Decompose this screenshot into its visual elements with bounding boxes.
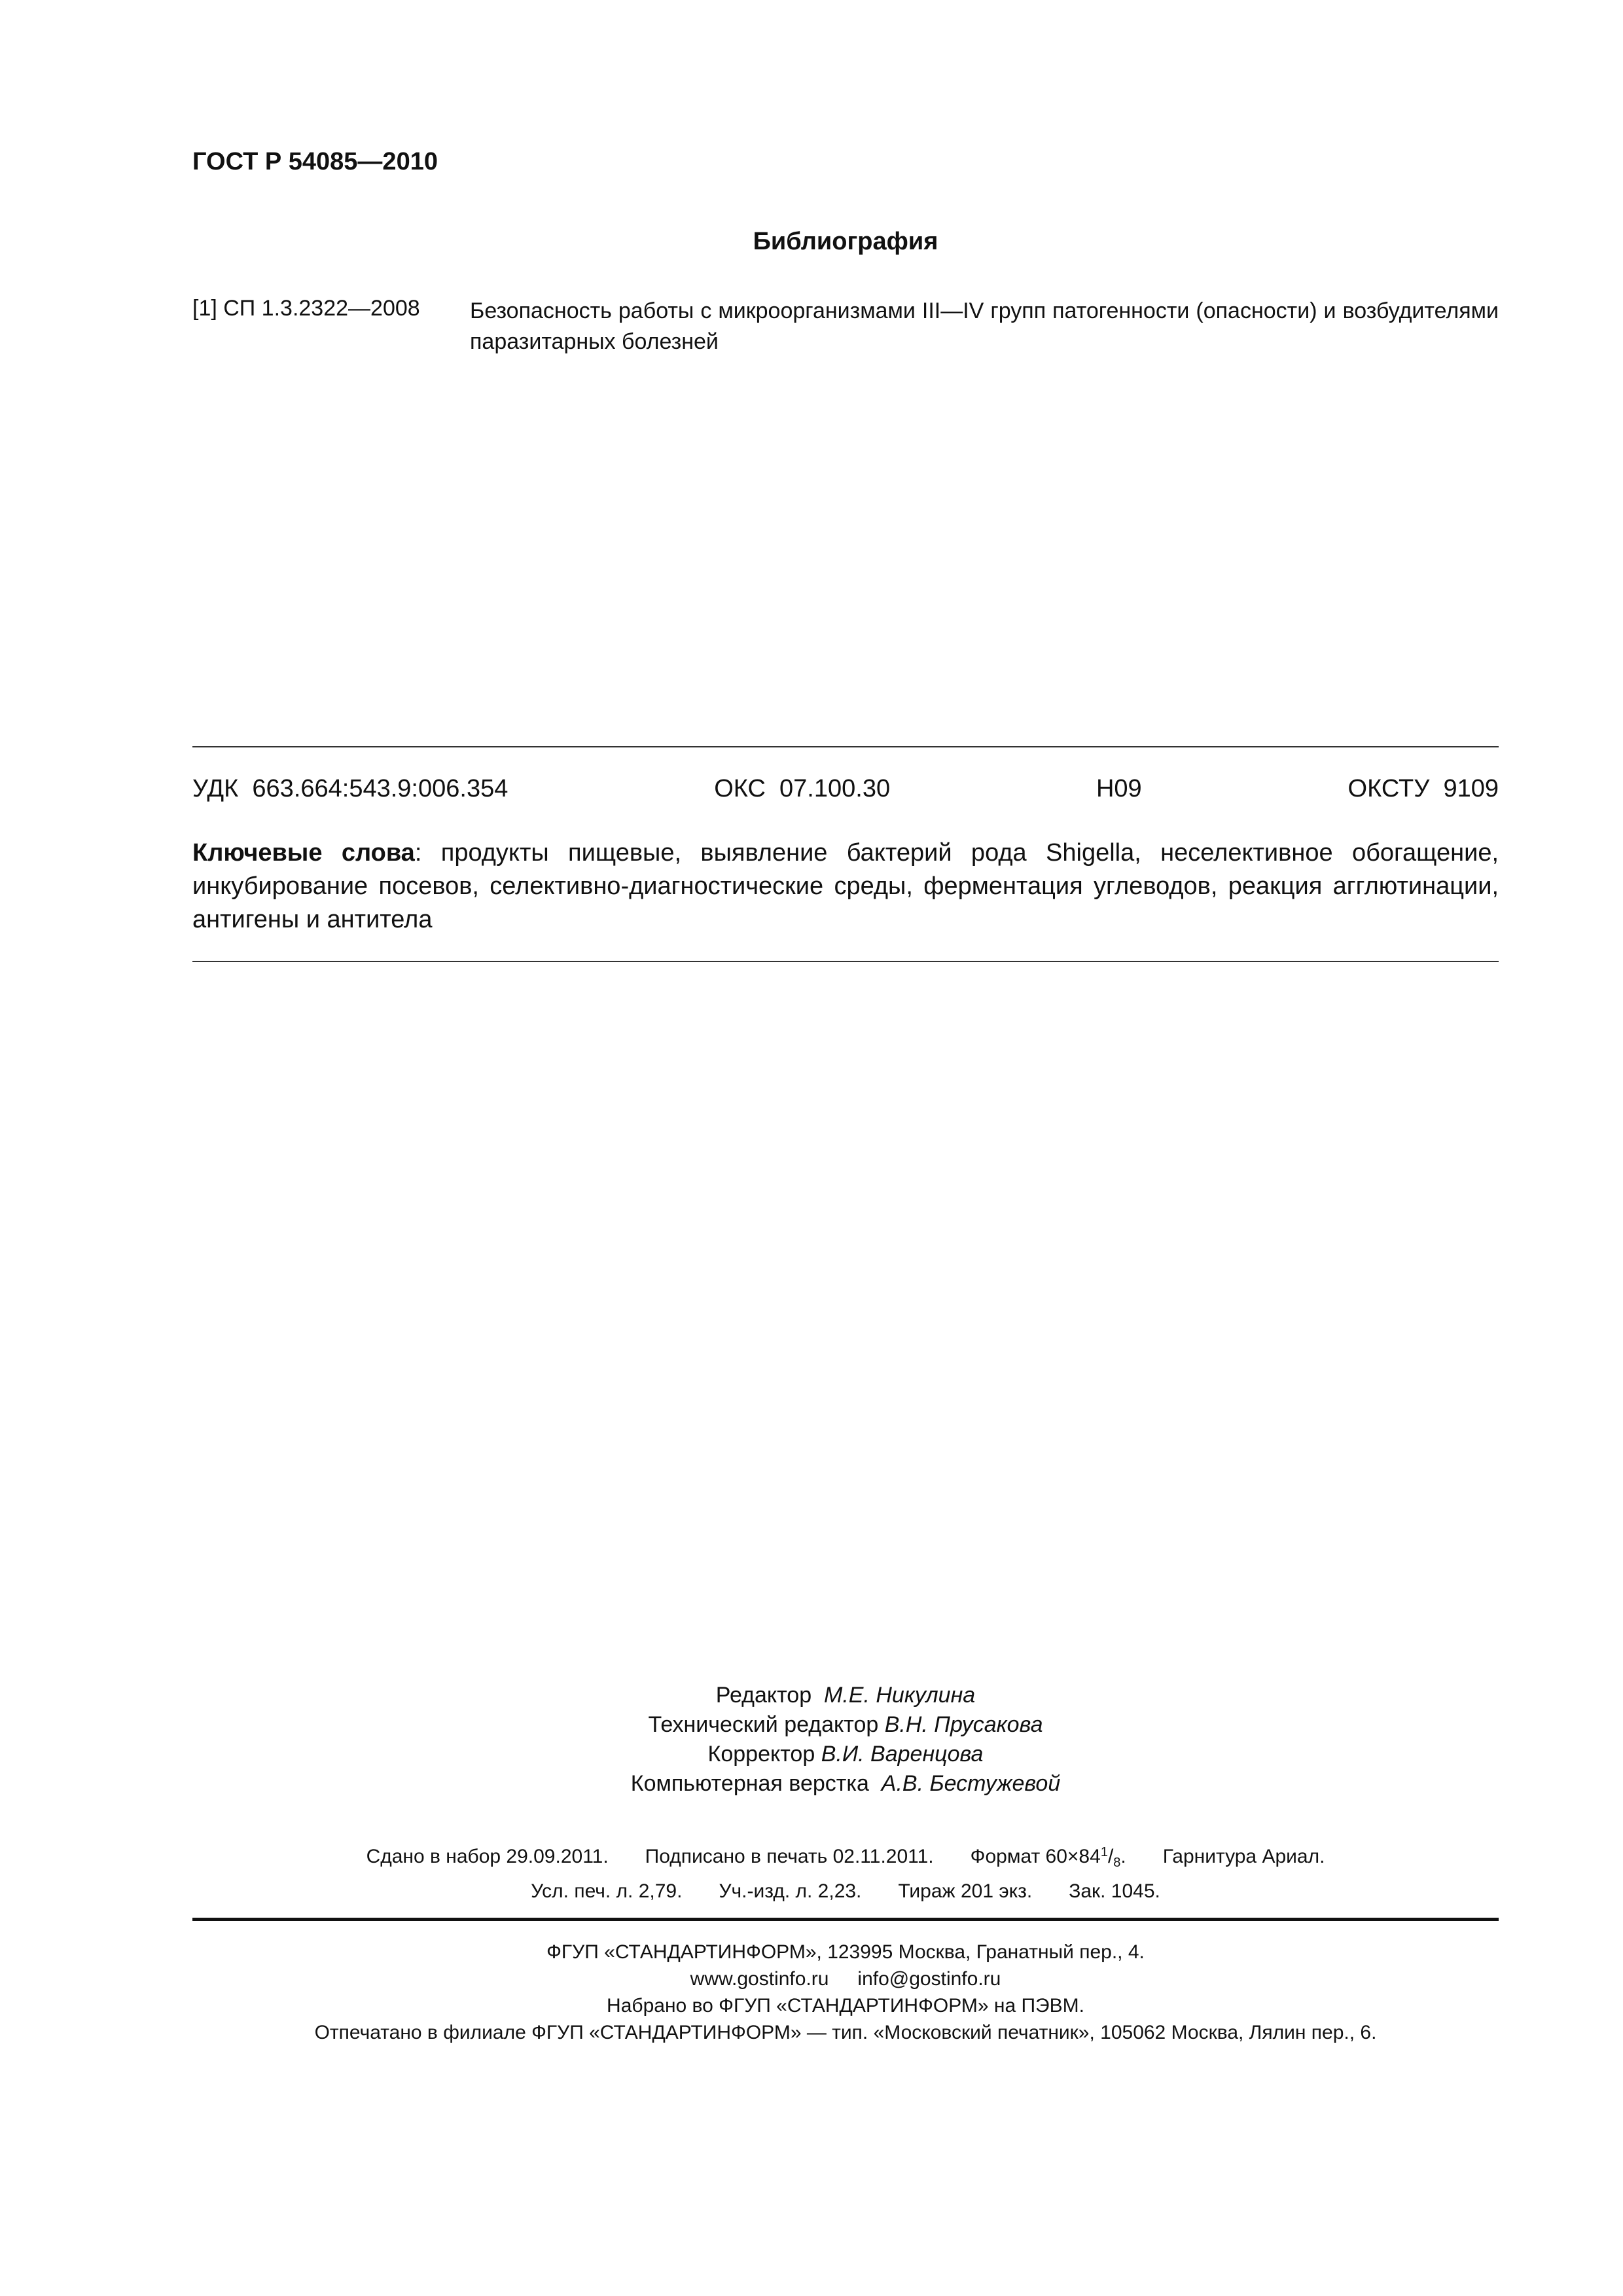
circulation: Тираж 201 экз. xyxy=(898,1880,1033,1902)
credit-person: В.Н. Прусакова xyxy=(884,1712,1043,1737)
publisher-block xyxy=(192,1939,1499,2046)
document-code: ГОСТ Р 54085—2010 xyxy=(192,148,438,175)
okstu-code: ОКСТУ 9109 xyxy=(1347,775,1499,802)
submitted-date: Сдано в набор 29.09.2011. xyxy=(366,1846,609,1867)
keywords-paragraph xyxy=(192,836,1499,937)
credit-role: Компьютерная верстка xyxy=(630,1771,869,1796)
divider-bottom xyxy=(192,961,1499,962)
credit-line xyxy=(192,1769,1499,1799)
credit-role: Корректор xyxy=(707,1742,815,1767)
credit-line xyxy=(192,1710,1499,1740)
publisher-contacts xyxy=(192,1965,1499,1992)
divider-top xyxy=(192,746,1499,747)
oks-code: ОКС 07.100.30 xyxy=(714,775,891,802)
bibliography-title: Библиография xyxy=(753,228,938,255)
printed-note: Отпечатано в филиале ФГУП «СТАНДАРТИНФОРМ» — тип. «Московский печатник», 105062 Москва, Лялин пер., 6. xyxy=(314,2022,1377,2043)
publisher-address: ФГУП «СТАНДАРТИНФОРМ», 123995 Москва, Гранатный пер., 4. xyxy=(546,1941,1145,1963)
classification-row xyxy=(192,775,1499,803)
credit-line xyxy=(192,1740,1499,1769)
credit-person: В.И. Варенцова xyxy=(821,1742,984,1767)
keywords-label: Ключевые слова xyxy=(192,839,415,867)
group-code: Н09 xyxy=(1096,775,1142,802)
credits-block xyxy=(192,1681,1499,1799)
udk-code: УДК 663.664:543.9:006.354 xyxy=(192,775,508,802)
bibliography-entry-text: Безопасность работы с микроорганизмами III—IV групп патогенности (опасности) и возбудителями паразитарных болезней xyxy=(470,298,1499,354)
typeface: Гарнитура Ариал. xyxy=(1162,1846,1325,1867)
credit-line xyxy=(192,1681,1499,1710)
print-info-block xyxy=(192,1838,1499,1906)
order-number: Зак. 1045. xyxy=(1069,1880,1160,1902)
paper-format: Формат $60\times 84^1/_8$. xyxy=(970,1845,1126,1870)
divider-publisher xyxy=(192,1918,1499,1921)
keywords-text: : продукты пищевые, выявление бактерий рода Shigella, неселективное обогащение, инкубирование посевов, селективно-диагностические среды, ферментация углеводов, реакция агглютинации, антигены и антитела xyxy=(192,839,1499,933)
print-sheets: Усл. печ. л. 2,79. xyxy=(531,1880,683,1902)
signed-date: Подписано в печать 02.11.2011. xyxy=(645,1846,934,1867)
credit-person: М.Е. Никулина xyxy=(824,1683,976,1708)
typeset-note: Набрано во ФГУП «СТАНДАРТИНФОРМ» на ПЭВМ. xyxy=(607,1995,1084,2017)
publisher-website[interactable]: www.gostinfo.ru xyxy=(690,1968,829,1990)
print-info-line-1 xyxy=(192,1838,1499,1877)
publishing-sheets: Уч.-изд. л. 2,23. xyxy=(719,1880,862,1902)
credit-person: А.В. Бестужевой xyxy=(881,1771,1061,1796)
print-info-line-2 xyxy=(192,1877,1499,1906)
publisher-email[interactable]: info@gostinfo.ru xyxy=(857,1968,1001,1990)
bibliography-entry-number: [1] СП 1.3.2322—2008 xyxy=(192,296,420,321)
credit-role: Технический редактор xyxy=(648,1712,879,1737)
credit-role: Редактор xyxy=(715,1683,812,1708)
